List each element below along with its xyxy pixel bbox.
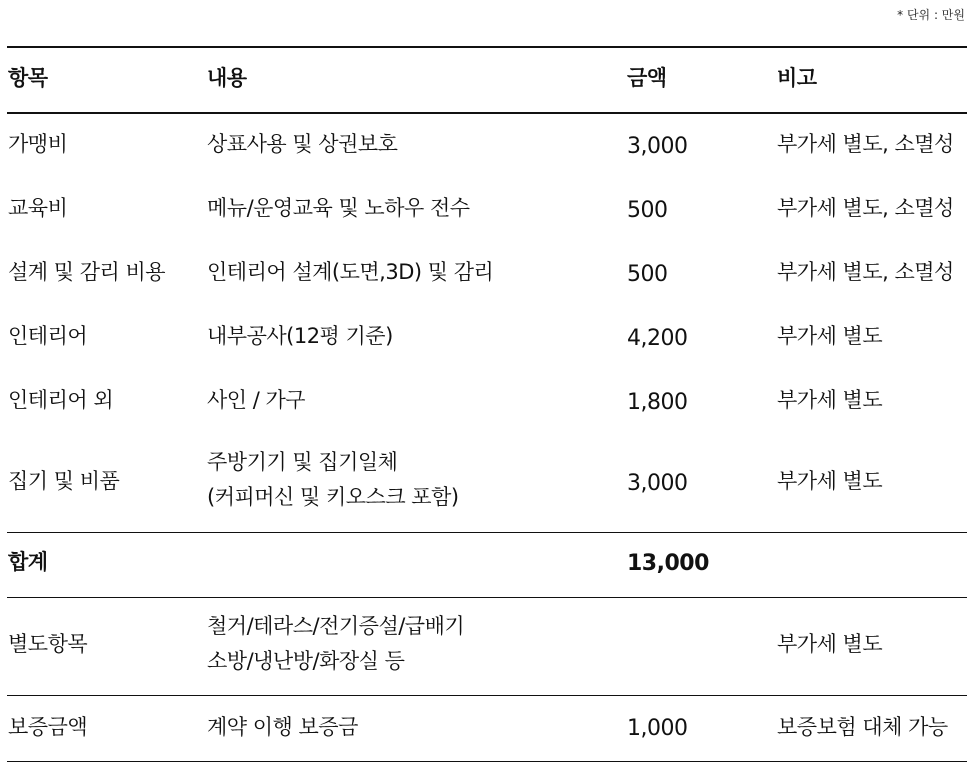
table-row-amount: 3,000 <box>627 134 688 159</box>
table-row-content-line1: 주방기기 및 집기일체 <box>207 450 398 474</box>
table-row-note: 부가세 별도 <box>777 324 883 348</box>
extra-content-line1: 철거/테라스/전기증설/급배기 <box>207 614 465 638</box>
table-top-rule <box>7 46 967 48</box>
table-row-note: 부가세 별도, 소멸성 <box>777 260 954 284</box>
deposit-note: 보증보험 대체 가능 <box>777 715 948 739</box>
extra-bottom-rule <box>7 695 967 696</box>
table-row-note: 부가세 별도 <box>777 388 883 412</box>
total-amount: 13,000 <box>627 551 709 576</box>
header-rule <box>7 112 967 114</box>
table-row-amount: 500 <box>627 198 668 223</box>
deposit-content: 계약 이행 보증금 <box>207 715 358 739</box>
table-row-note: 부가세 별도 <box>777 469 883 493</box>
table-row-item: 집기 및 비품 <box>8 469 120 493</box>
table-row-amount: 500 <box>627 262 668 287</box>
deposit-amount: 1,000 <box>627 716 688 741</box>
table-row-content: 사인 / 가구 <box>207 388 306 412</box>
table-row-item: 설계 및 감리 비용 <box>8 260 166 284</box>
table-row-content: 내부공사(12평 기준) <box>207 324 393 348</box>
total-bottom-rule <box>7 597 967 598</box>
table-bottom-rule <box>7 761 967 762</box>
column-header-amount: 금액 <box>627 66 667 90</box>
table-row-note: 부가세 별도, 소멸성 <box>777 132 954 156</box>
table-row-content: 상표사용 및 상권보호 <box>207 132 398 156</box>
unit-note: * 단위 : 만원 <box>897 8 965 22</box>
extra-item-label: 별도항목 <box>8 632 88 656</box>
column-header-note: 비고 <box>777 66 817 90</box>
table-row-content: 메뉴/운영교육 및 노하우 전수 <box>207 196 470 220</box>
total-label: 합계 <box>8 550 48 574</box>
table-row-item: 가맹비 <box>8 132 68 156</box>
table-row-amount: 4,200 <box>627 326 688 351</box>
total-top-rule <box>7 532 967 533</box>
table-row-amount: 1,800 <box>627 390 688 415</box>
extra-note: 부가세 별도 <box>777 632 883 656</box>
table-row-item: 교육비 <box>8 196 68 220</box>
column-header-item: 항목 <box>8 66 48 90</box>
table-row-content-line2: (커피머신 및 키오스크 포함) <box>207 485 459 509</box>
table-row-item: 인테리어 <box>8 324 88 348</box>
table-row-content: 인테리어 설계(도면,3D) 및 감리 <box>207 260 494 284</box>
table-row-amount: 3,000 <box>627 471 688 496</box>
table-row-note: 부가세 별도, 소멸성 <box>777 196 954 220</box>
deposit-label: 보증금액 <box>8 715 88 739</box>
table-row-item: 인테리어 외 <box>8 388 114 412</box>
column-header-content: 내용 <box>207 66 247 90</box>
extra-content-line2: 소방/냉난방/화장실 등 <box>207 649 405 673</box>
